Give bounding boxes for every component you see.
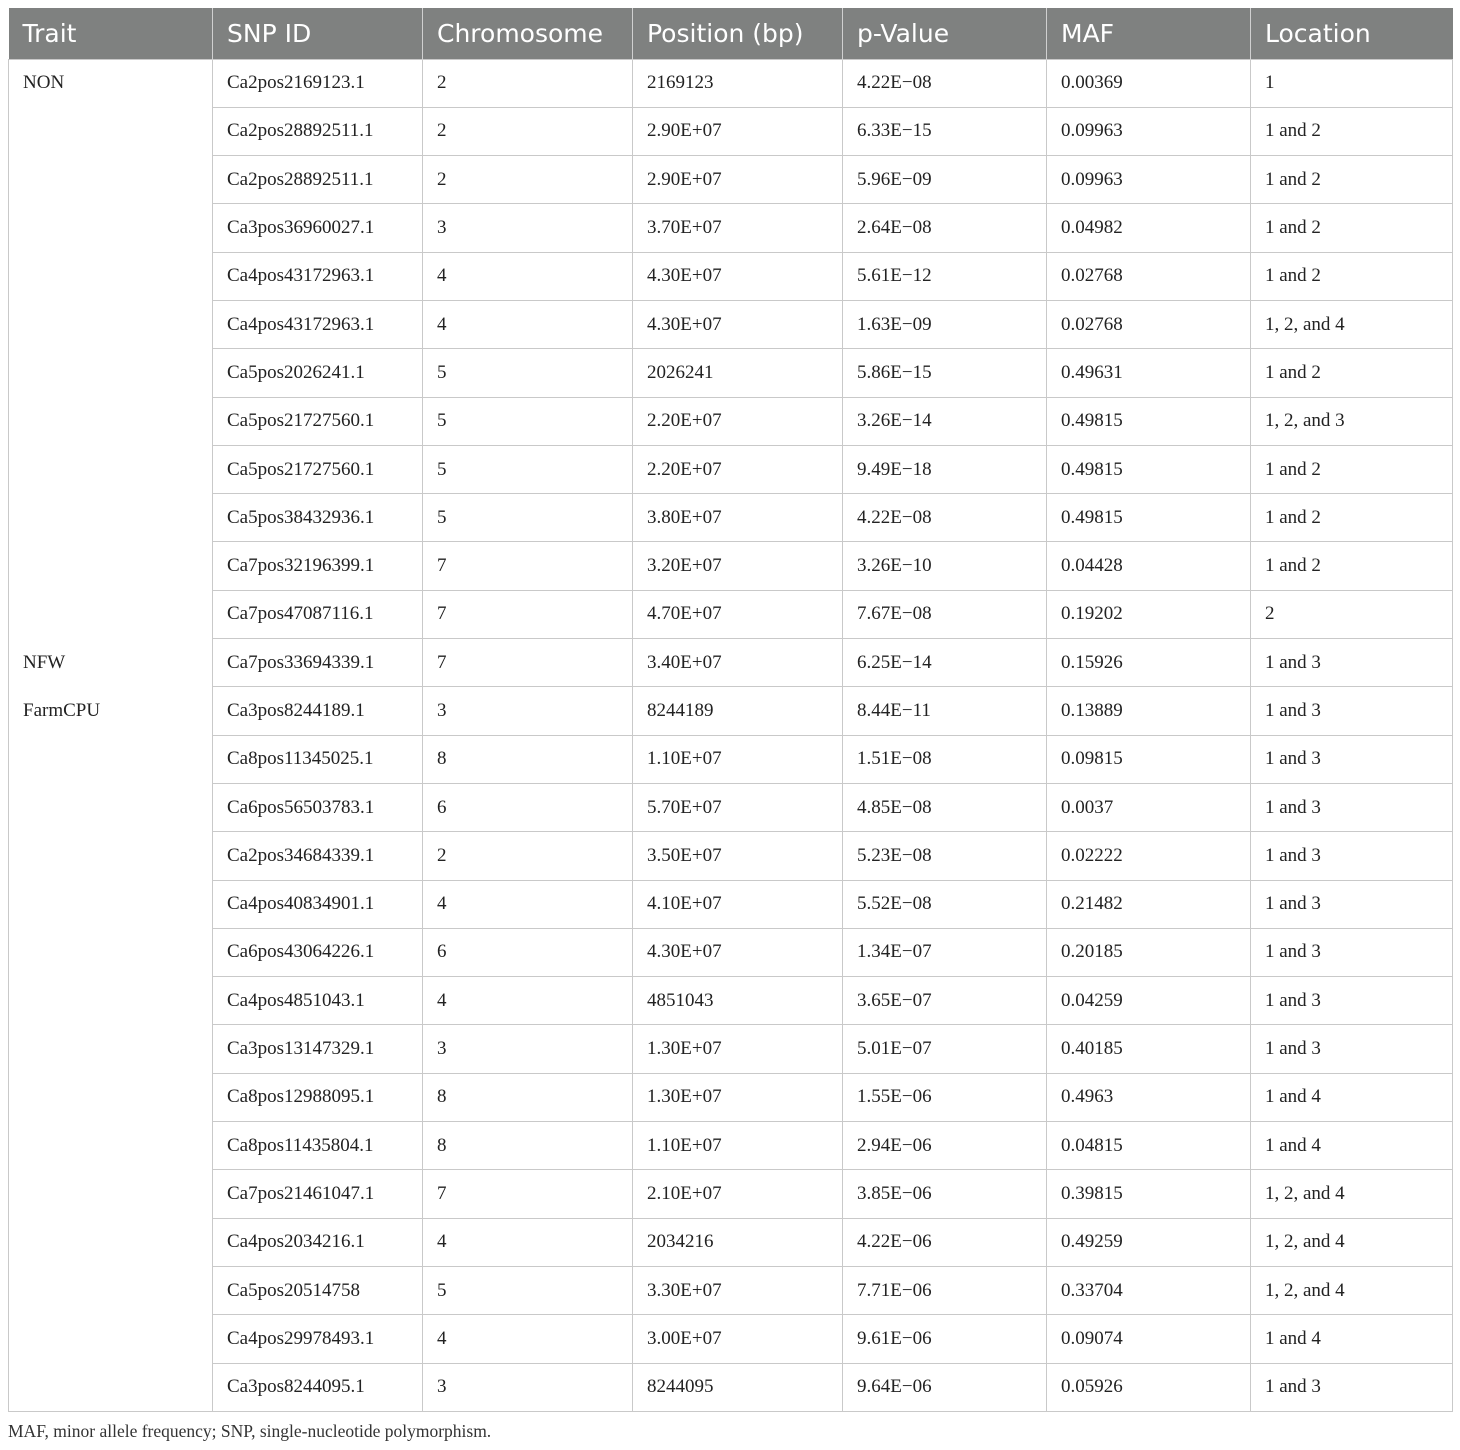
table-row	[9, 783, 1453, 831]
table-row	[9, 397, 1453, 445]
cell-trait	[9, 445, 213, 493]
cell-location: 2	[1251, 590, 1453, 638]
cell-maf: 0.49631	[1047, 349, 1251, 397]
cell-location: 1, 2, and 4	[1251, 1218, 1453, 1266]
cell-p-value: 9.49E−18	[843, 445, 1047, 493]
cell-p-value: 4.85E−08	[843, 783, 1047, 831]
cell-chromosome: 6	[423, 928, 633, 976]
cell-position: 1.10E+07	[633, 1122, 843, 1170]
cell-chromosome: 3	[423, 687, 633, 735]
cell-chromosome: 5	[423, 397, 633, 445]
cell-location: 1, 2, and 4	[1251, 300, 1453, 348]
cell-trait	[9, 542, 213, 590]
cell-chromosome: 2	[423, 156, 633, 204]
table-row	[9, 880, 1453, 928]
cell-p-value: 5.52E−08	[843, 880, 1047, 928]
cell-chromosome: 2	[423, 59, 633, 107]
cell-maf: 0.33704	[1047, 1266, 1251, 1314]
cell-trait: FarmCPU	[9, 687, 213, 735]
cell-position: 2.10E+07	[633, 1170, 843, 1218]
cell-chromosome: 3	[423, 1363, 633, 1411]
cell-maf: 0.13889	[1047, 687, 1251, 735]
cell-position: 8244095	[633, 1363, 843, 1411]
cell-chromosome: 8	[423, 735, 633, 783]
cell-maf: 0.49259	[1047, 1218, 1251, 1266]
cell-trait	[9, 590, 213, 638]
cell-p-value: 7.67E−08	[843, 590, 1047, 638]
cell-position: 2034216	[633, 1218, 843, 1266]
cell-location: 1 and 2	[1251, 252, 1453, 300]
cell-maf: 0.49815	[1047, 494, 1251, 542]
cell-position: 1.10E+07	[633, 735, 843, 783]
cell-chromosome: 4	[423, 880, 633, 928]
header-position: Position (bp)	[633, 8, 843, 59]
cell-chromosome: 4	[423, 300, 633, 348]
table-row	[9, 59, 1453, 107]
table-row	[9, 349, 1453, 397]
cell-position: 4.70E+07	[633, 590, 843, 638]
table-row	[9, 300, 1453, 348]
cell-p-value: 7.71E−06	[843, 1266, 1047, 1314]
cell-location: 1 and 2	[1251, 494, 1453, 542]
cell-location: 1 and 2	[1251, 445, 1453, 493]
table-row	[9, 832, 1453, 880]
cell-snp-id: Ca3pos8244095.1	[213, 1363, 423, 1411]
table-body	[9, 59, 1453, 1411]
cell-location: 1 and 3	[1251, 783, 1453, 831]
cell-trait	[9, 349, 213, 397]
cell-chromosome: 6	[423, 783, 633, 831]
cell-snp-id: Ca8pos11435804.1	[213, 1122, 423, 1170]
cell-position: 3.80E+07	[633, 494, 843, 542]
cell-trait	[9, 783, 213, 831]
cell-p-value: 4.22E−06	[843, 1218, 1047, 1266]
cell-trait	[9, 397, 213, 445]
cell-chromosome: 7	[423, 590, 633, 638]
cell-position: 2026241	[633, 349, 843, 397]
cell-p-value: 4.22E−08	[843, 494, 1047, 542]
cell-location: 1 and 2	[1251, 204, 1453, 252]
cell-snp-id: Ca8pos12988095.1	[213, 1073, 423, 1121]
cell-snp-id: Ca5pos20514758	[213, 1266, 423, 1314]
cell-snp-id: Ca4pos29978493.1	[213, 1315, 423, 1363]
cell-position: 3.00E+07	[633, 1315, 843, 1363]
cell-maf: 0.39815	[1047, 1170, 1251, 1218]
table-row	[9, 204, 1453, 252]
header-snp-id: SNP ID	[213, 8, 423, 59]
cell-chromosome: 3	[423, 204, 633, 252]
cell-chromosome: 7	[423, 542, 633, 590]
cell-snp-id: Ca6pos43064226.1	[213, 928, 423, 976]
cell-trait	[9, 156, 213, 204]
cell-trait	[9, 204, 213, 252]
cell-position: 3.70E+07	[633, 204, 843, 252]
cell-maf: 0.40185	[1047, 1025, 1251, 1073]
cell-chromosome: 8	[423, 1122, 633, 1170]
table-row	[9, 590, 1453, 638]
cell-maf: 0.04259	[1047, 977, 1251, 1025]
cell-trait	[9, 735, 213, 783]
table-row	[9, 542, 1453, 590]
cell-snp-id: Ca2pos28892511.1	[213, 107, 423, 155]
cell-location: 1 and 3	[1251, 977, 1453, 1025]
cell-location: 1 and 4	[1251, 1073, 1453, 1121]
cell-snp-id: Ca4pos43172963.1	[213, 300, 423, 348]
cell-p-value: 6.33E−15	[843, 107, 1047, 155]
cell-p-value: 2.94E−06	[843, 1122, 1047, 1170]
table-row	[9, 107, 1453, 155]
cell-snp-id: Ca7pos21461047.1	[213, 1170, 423, 1218]
cell-snp-id: Ca3pos36960027.1	[213, 204, 423, 252]
table-row	[9, 252, 1453, 300]
cell-snp-id: Ca5pos21727560.1	[213, 445, 423, 493]
cell-p-value: 5.96E−09	[843, 156, 1047, 204]
cell-maf: 0.02768	[1047, 252, 1251, 300]
cell-snp-id: Ca5pos2026241.1	[213, 349, 423, 397]
table-header	[9, 8, 1453, 59]
cell-position: 2.90E+07	[633, 107, 843, 155]
cell-trait	[9, 494, 213, 542]
cell-position: 4.30E+07	[633, 928, 843, 976]
cell-position: 3.50E+07	[633, 832, 843, 880]
cell-maf: 0.09074	[1047, 1315, 1251, 1363]
header-p-value: p-Value	[843, 8, 1047, 59]
cell-maf: 0.19202	[1047, 590, 1251, 638]
cell-maf: 0.09963	[1047, 107, 1251, 155]
cell-chromosome: 7	[423, 639, 633, 687]
cell-position: 2.90E+07	[633, 156, 843, 204]
cell-location: 1 and 2	[1251, 542, 1453, 590]
cell-location: 1 and 3	[1251, 735, 1453, 783]
table-row	[9, 494, 1453, 542]
cell-maf: 0.02222	[1047, 832, 1251, 880]
cell-trait	[9, 928, 213, 976]
cell-snp-id: Ca6pos56503783.1	[213, 783, 423, 831]
cell-snp-id: Ca7pos47087116.1	[213, 590, 423, 638]
table-row	[9, 1266, 1453, 1314]
cell-snp-id: Ca4pos40834901.1	[213, 880, 423, 928]
cell-p-value: 2.64E−08	[843, 204, 1047, 252]
cell-trait	[9, 880, 213, 928]
cell-maf: 0.4963	[1047, 1073, 1251, 1121]
cell-chromosome: 8	[423, 1073, 633, 1121]
cell-p-value: 5.01E−07	[843, 1025, 1047, 1073]
cell-maf: 0.02768	[1047, 300, 1251, 348]
cell-position: 4.30E+07	[633, 252, 843, 300]
cell-position: 4.30E+07	[633, 300, 843, 348]
cell-chromosome: 2	[423, 107, 633, 155]
cell-snp-id: Ca3pos13147329.1	[213, 1025, 423, 1073]
cell-maf: 0.20185	[1047, 928, 1251, 976]
cell-maf: 0.04428	[1047, 542, 1251, 590]
cell-chromosome: 5	[423, 349, 633, 397]
cell-position: 3.20E+07	[633, 542, 843, 590]
table-row	[9, 156, 1453, 204]
cell-location: 1 and 2	[1251, 156, 1453, 204]
cell-maf: 0.09963	[1047, 156, 1251, 204]
cell-trait	[9, 1170, 213, 1218]
cell-chromosome: 7	[423, 1170, 633, 1218]
cell-snp-id: Ca8pos11345025.1	[213, 735, 423, 783]
cell-location: 1 and 4	[1251, 1122, 1453, 1170]
cell-position: 4851043	[633, 977, 843, 1025]
cell-snp-id: Ca7pos33694339.1	[213, 639, 423, 687]
cell-location: 1 and 3	[1251, 1363, 1453, 1411]
table-footnote: MAF, minor allele frequency; SNP, single-nucleotide polymorphism.	[8, 1421, 492, 1441]
cell-chromosome: 4	[423, 252, 633, 300]
cell-snp-id: Ca5pos21727560.1	[213, 397, 423, 445]
cell-p-value: 1.63E−09	[843, 300, 1047, 348]
cell-maf: 0.05926	[1047, 1363, 1251, 1411]
cell-trait	[9, 252, 213, 300]
table-row	[9, 1315, 1453, 1363]
table-row	[9, 735, 1453, 783]
table-row	[9, 1122, 1453, 1170]
cell-location: 1 and 3	[1251, 928, 1453, 976]
cell-chromosome: 4	[423, 977, 633, 1025]
cell-maf: 0.0037	[1047, 783, 1251, 831]
table-row	[9, 1025, 1453, 1073]
cell-p-value: 6.25E−14	[843, 639, 1047, 687]
cell-snp-id: Ca5pos38432936.1	[213, 494, 423, 542]
cell-maf: 0.49815	[1047, 445, 1251, 493]
header-chromosome: Chromosome	[423, 8, 633, 59]
cell-position: 3.40E+07	[633, 639, 843, 687]
cell-position: 2169123	[633, 59, 843, 107]
cell-location: 1 and 3	[1251, 639, 1453, 687]
cell-snp-id: Ca2pos34684339.1	[213, 832, 423, 880]
cell-chromosome: 5	[423, 445, 633, 493]
cell-snp-id: Ca7pos32196399.1	[213, 542, 423, 590]
cell-position: 8244189	[633, 687, 843, 735]
snp-association-table	[8, 8, 1453, 1412]
header-row	[9, 8, 1453, 59]
cell-snp-id: Ca2pos28892511.1	[213, 156, 423, 204]
header-maf: MAF	[1047, 8, 1251, 59]
cell-trait	[9, 1025, 213, 1073]
cell-position: 1.30E+07	[633, 1073, 843, 1121]
table-row	[9, 687, 1453, 735]
cell-chromosome: 4	[423, 1315, 633, 1363]
cell-position: 5.70E+07	[633, 783, 843, 831]
cell-location: 1, 2, and 4	[1251, 1266, 1453, 1314]
cell-trait	[9, 977, 213, 1025]
cell-snp-id: Ca2pos2169123.1	[213, 59, 423, 107]
table-row	[9, 445, 1453, 493]
cell-chromosome: 5	[423, 494, 633, 542]
cell-trait	[9, 1122, 213, 1170]
cell-location: 1, 2, and 3	[1251, 397, 1453, 445]
cell-p-value: 3.65E−07	[843, 977, 1047, 1025]
cell-p-value: 9.61E−06	[843, 1315, 1047, 1363]
cell-p-value: 1.55E−06	[843, 1073, 1047, 1121]
cell-trait	[9, 107, 213, 155]
cell-p-value: 9.64E−06	[843, 1363, 1047, 1411]
cell-p-value: 4.22E−08	[843, 59, 1047, 107]
cell-p-value: 3.26E−14	[843, 397, 1047, 445]
cell-location: 1 and 3	[1251, 1025, 1453, 1073]
cell-trait	[9, 1073, 213, 1121]
cell-maf: 0.15926	[1047, 639, 1251, 687]
cell-trait	[9, 832, 213, 880]
cell-snp-id: Ca4pos2034216.1	[213, 1218, 423, 1266]
cell-p-value: 3.26E−10	[843, 542, 1047, 590]
cell-p-value: 1.51E−08	[843, 735, 1047, 783]
cell-p-value: 5.61E−12	[843, 252, 1047, 300]
cell-trait: NON	[9, 59, 213, 107]
table-row	[9, 977, 1453, 1025]
cell-position: 2.20E+07	[633, 445, 843, 493]
cell-location: 1 and 3	[1251, 880, 1453, 928]
cell-p-value: 3.85E−06	[843, 1170, 1047, 1218]
header-location: Location	[1251, 8, 1453, 59]
cell-maf: 0.04815	[1047, 1122, 1251, 1170]
cell-position: 2.20E+07	[633, 397, 843, 445]
header-trait: Trait	[9, 8, 213, 59]
cell-trait	[9, 1315, 213, 1363]
table-row	[9, 1170, 1453, 1218]
cell-location: 1 and 2	[1251, 107, 1453, 155]
cell-chromosome: 4	[423, 1218, 633, 1266]
cell-maf: 0.21482	[1047, 880, 1251, 928]
cell-trait	[9, 1363, 213, 1411]
cell-p-value: 8.44E−11	[843, 687, 1047, 735]
cell-position: 3.30E+07	[633, 1266, 843, 1314]
cell-location: 1 and 4	[1251, 1315, 1453, 1363]
cell-maf: 0.49815	[1047, 397, 1251, 445]
cell-location: 1 and 3	[1251, 832, 1453, 880]
table-row	[9, 1218, 1453, 1266]
cell-location: 1, 2, and 4	[1251, 1170, 1453, 1218]
cell-chromosome: 5	[423, 1266, 633, 1314]
table-row	[9, 639, 1453, 687]
cell-maf: 0.09815	[1047, 735, 1251, 783]
cell-snp-id: Ca4pos43172963.1	[213, 252, 423, 300]
cell-trait	[9, 300, 213, 348]
cell-location: 1 and 3	[1251, 687, 1453, 735]
cell-position: 4.10E+07	[633, 880, 843, 928]
cell-trait	[9, 1218, 213, 1266]
table-row	[9, 1363, 1453, 1411]
cell-chromosome: 3	[423, 1025, 633, 1073]
table-row	[9, 928, 1453, 976]
cell-p-value: 1.34E−07	[843, 928, 1047, 976]
snp-table-container	[8, 8, 1452, 1412]
cell-location: 1 and 2	[1251, 349, 1453, 397]
cell-p-value: 5.23E−08	[843, 832, 1047, 880]
cell-snp-id: Ca4pos4851043.1	[213, 977, 423, 1025]
table-row	[9, 1073, 1453, 1121]
cell-maf: 0.00369	[1047, 59, 1251, 107]
cell-location: 1	[1251, 59, 1453, 107]
cell-p-value: 5.86E−15	[843, 349, 1047, 397]
cell-trait: NFW	[9, 639, 213, 687]
cell-position: 1.30E+07	[633, 1025, 843, 1073]
cell-maf: 0.04982	[1047, 204, 1251, 252]
cell-chromosome: 2	[423, 832, 633, 880]
cell-snp-id: Ca3pos8244189.1	[213, 687, 423, 735]
cell-trait	[9, 1266, 213, 1314]
